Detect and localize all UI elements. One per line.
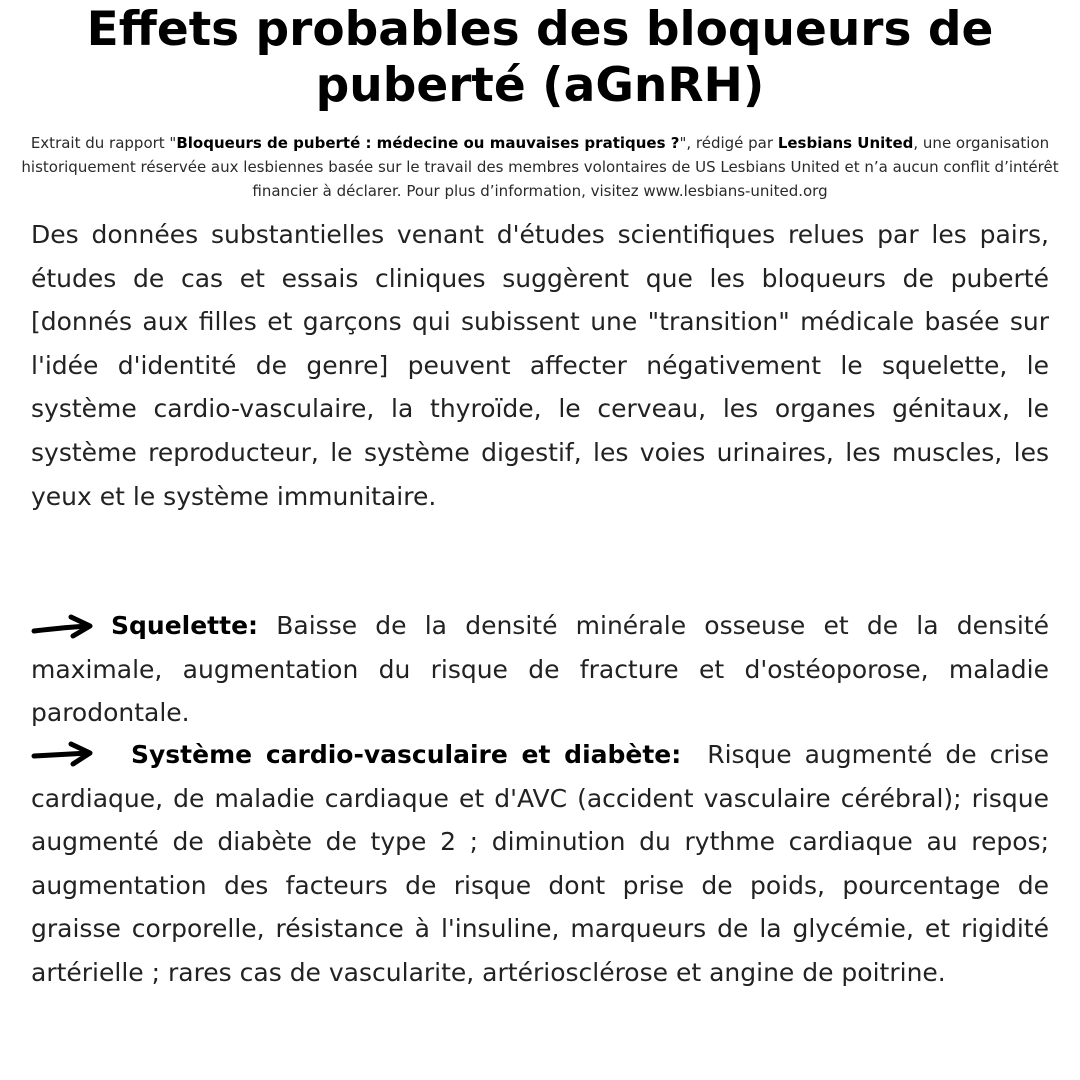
credit-prefix: Extrait du rapport " xyxy=(30,134,177,152)
credit-suffix: , une organisation historiquement réservée aux lesbiennes basée sur le travail des membres volontaires de US Lesbians United et n’a aucun conflit d’intérêt financier à déclarer. Pour plus d’information, visitez www.lesbians-united.org xyxy=(21,134,1059,200)
effect-text: Risque augmenté de crise cardiaque, de maladie cardiaque et d'AVC (accident vasculaire cérébral); risque augmenté de diabète de type 2 ; diminution du rythme cardiaque au repos; augmentation des facteurs de risque dont prise de poids, pourcentage de graisse corporelle, résistance à l'insuline, marqueurs de la glycémie, et rigidité artérielle ; rares cas de vascularite, artériosclérose et angine de poitrine. xyxy=(31,740,1049,987)
arrow-right-icon xyxy=(31,741,95,771)
effect-term: Système cardio-vasculaire et diabète: xyxy=(131,740,682,769)
effect-item-skeleton xyxy=(31,604,1049,735)
page-title: Effets probables des bloqueurs de puberté (aGnRH) xyxy=(86,2,994,113)
credit-middle: ", rédigé par xyxy=(679,134,778,152)
effect-text: Baisse de la densité minérale osseuse et de la densité maximale, augmentation du risque de fracture et d'ostéoporose, maladie parodontale. xyxy=(31,611,1049,728)
effect-item-cardiovascular xyxy=(31,733,1049,995)
arrow-right-icon xyxy=(31,612,95,642)
source-credit xyxy=(8,131,1072,203)
report-title: Bloqueurs de puberté : médecine ou mauvaises pratiques ? xyxy=(176,134,680,152)
effect-term: Squelette: xyxy=(111,611,259,640)
organization-name: Lesbians United xyxy=(777,134,914,152)
intro-paragraph: Des données substantielles venant d'études scientifiques relues par les pairs, études de cas et essais cliniques suggèrent que les bloqueurs de puberté [donnés aux filles et garçons qui subissent une "transition" médicale basée sur l'idée d'identité de genre] peuvent affecter négativement le squelette, le système cardio-vasculaire, la thyroïde, le cerveau, les organes génitaux, le système reproducteur, le système digestif, les voies urinaires, les muscles, les yeux et le système immunitaire. xyxy=(31,220,1049,511)
